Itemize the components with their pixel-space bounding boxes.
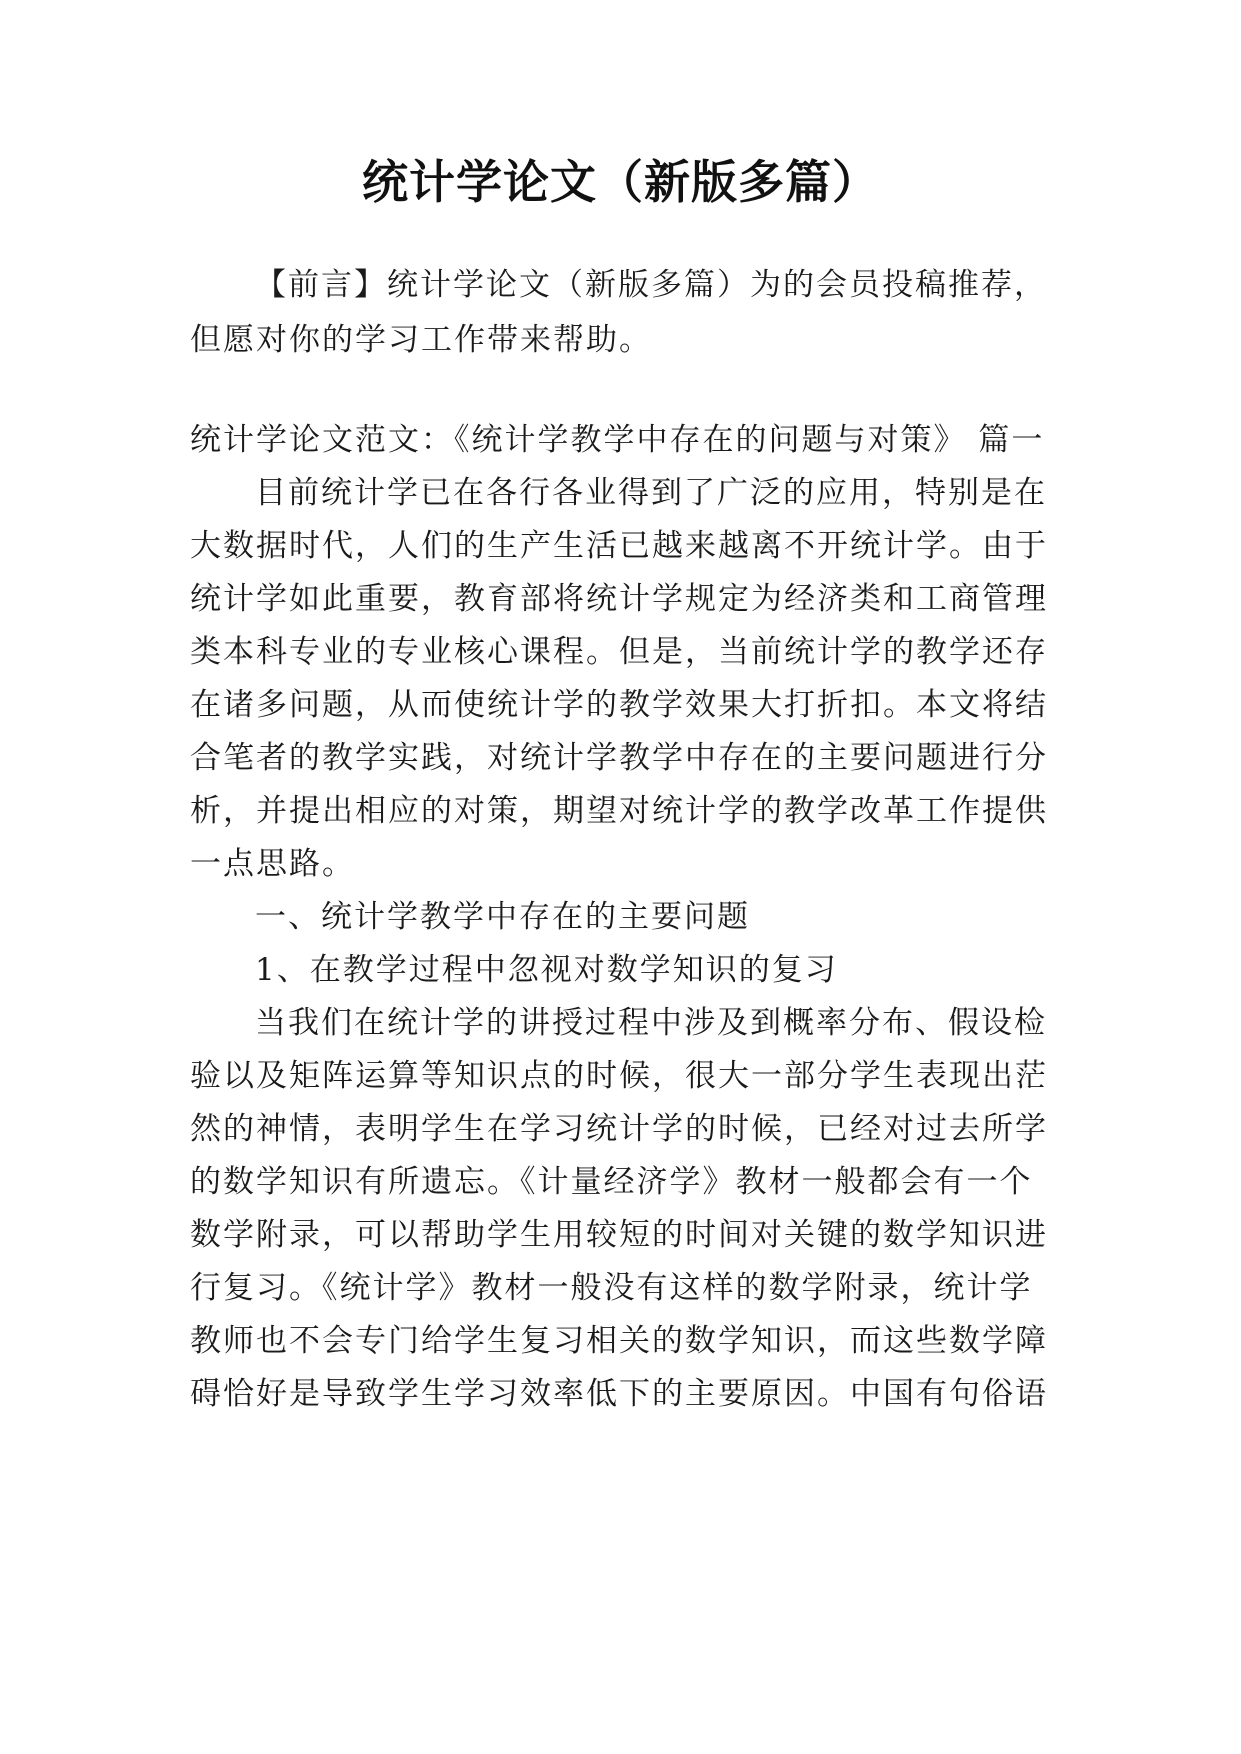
document-title: 统计学论文（新版多篇） <box>362 155 879 209</box>
preface-line-1: 【前言】统计学论文（新版多篇）为的会员投稿推荐， <box>255 267 1047 303</box>
paragraph2-line-6: 行复习。《统计学》教材一般没有这样的数学附录，统计学 <box>190 1270 1033 1306</box>
heading-level-1: 一、统计学教学中存在的主要问题 <box>255 899 750 935</box>
paragraph2-line-8: 碍恰好是导致学生学习效率低下的主要原因。中国有句俗语 <box>190 1376 1048 1412</box>
paragraph1-line-1: 目前统计学已在各行各业得到了广泛的应用，特别是在 <box>255 475 1047 511</box>
paragraph1-line-6: 合笔者的教学实践，对统计学教学中存在的主要问题进行分 <box>190 740 1048 776</box>
paragraph2-line-4: 的数学知识有所遗忘。《计量经济学》教材一般都会有一个 <box>190 1164 1033 1200</box>
section-heading: 统计学论文范文：《统计学教学中存在的问题与对策》 篇一 <box>190 422 1045 458</box>
paragraph1-line-5: 在诸多问题，从而使统计学的教学效果大打折扣。本文将结 <box>190 687 1048 723</box>
paragraph2-line-7: 教师也不会专门给学生复习相关的数学知识，而这些数学障 <box>190 1323 1048 1359</box>
paragraph1-line-3: 统计学如此重要，教育部将统计学规定为经济类和工商管理 <box>190 581 1048 617</box>
paragraph2-line-1: 当我们在统计学的讲授过程中涉及到概率分布、假设检 <box>255 1005 1047 1041</box>
preface-line-2: 但愿对你的学习工作带来帮助。 <box>190 322 652 358</box>
paragraph2-line-3: 然的神情，表明学生在学习统计学的时候，已经对过去所学 <box>190 1111 1048 1147</box>
paragraph1-line-8: 一点思路。 <box>190 846 355 882</box>
paragraph1-line-2: 大数据时代，人们的生产生活已越来越离不开统计学。由于 <box>190 528 1048 564</box>
paragraph2-line-2: 验以及矩阵运算等知识点的时候，很大一部分学生表现出茫 <box>190 1058 1048 1094</box>
paragraph1-line-4: 类本科专业的专业核心课程。但是，当前统计学的教学还存 <box>190 634 1048 670</box>
heading-level-2: 1、在教学过程中忽视对数学知识的复习 <box>255 952 838 988</box>
paragraph2-line-5: 数学附录，可以帮助学生用较短的时间对关键的数学知识进 <box>190 1217 1048 1253</box>
paragraph1-line-7: 析，并提出相应的对策，期望对统计学的教学改革工作提供 <box>190 793 1048 829</box>
